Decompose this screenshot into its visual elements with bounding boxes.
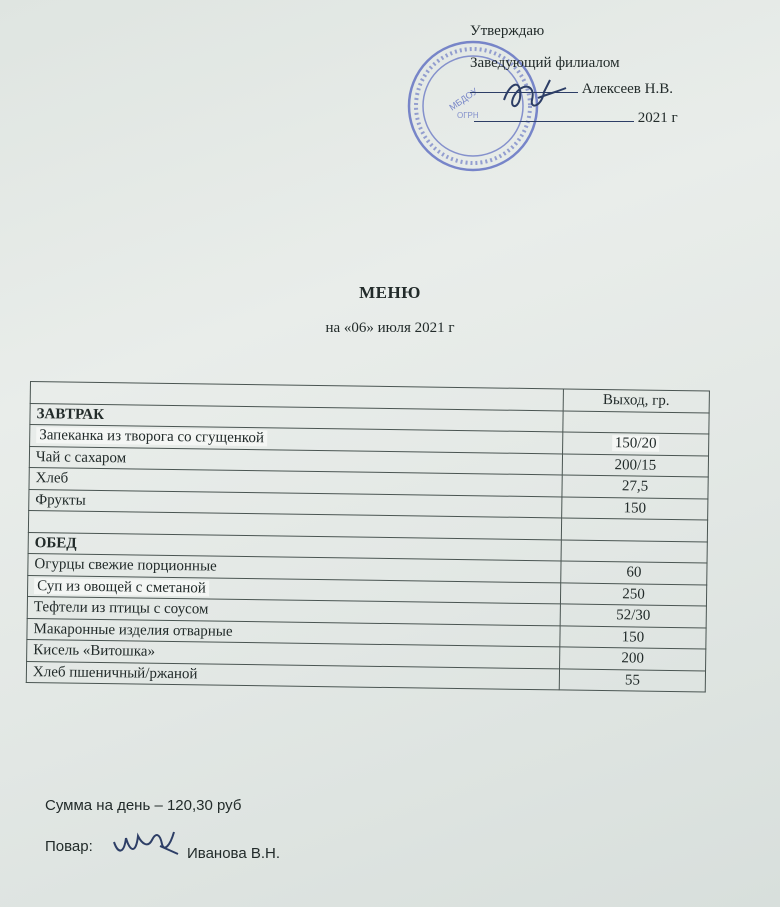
dish-yield: 250 (560, 582, 706, 606)
dish-yield: 52/30 (560, 604, 706, 628)
dish-yield: 200 (560, 647, 706, 671)
dish-yield: 150 (560, 625, 706, 649)
approval-block (0, 0, 780, 160)
dish-name: Кисель «Витошка» (27, 639, 560, 668)
approval-position: Заведующий филиалом (470, 55, 620, 71)
dish-yield: 60 (561, 561, 707, 585)
dish-name: Запеканка из творога со сгущенкой (36, 427, 267, 446)
cook-label: Повар: (45, 838, 93, 855)
dish-name: Суп из овощей с сметаной (34, 578, 209, 596)
section-title: ОБЕД (28, 532, 561, 561)
dish-yield: 27,5 (562, 475, 708, 499)
dish-name: Тефтели из птицы с соусом (27, 596, 560, 625)
approval-signature-line (470, 81, 673, 98)
dish-name: Фрукты (29, 489, 562, 518)
svg-text:ОГРН: ОГРН (457, 111, 479, 120)
dish-yield: 150/20 (612, 435, 660, 452)
cook-signature-icon (108, 824, 183, 864)
daily-sum: Сумма на день – 120,30 руб (45, 797, 242, 814)
dish-name: Макаронные изделия отварные (27, 618, 560, 647)
approval-year: 2021 г (637, 110, 678, 126)
approval-date-line (474, 110, 678, 127)
cook-name: Иванова В.Н. (187, 845, 281, 862)
dish-name: Чай с сахаром (29, 446, 562, 475)
dish-yield: 55 (559, 668, 705, 692)
dish-name: Хлеб (29, 467, 562, 496)
page-title: МЕНЮ (359, 283, 421, 302)
header-yield: Выход, гр. (563, 389, 709, 413)
menu-table (26, 381, 710, 692)
menu-date: на «06» июля 2021 г (325, 320, 455, 336)
section-title: ЗАВТРАК (30, 403, 563, 432)
stamp-text: МБДОУ (447, 85, 480, 113)
dish-name: Огурцы свежие порционные (28, 553, 561, 582)
approval-heading: Утверждаю (470, 23, 545, 39)
dish-name: Хлеб пшеничный/ржаной (26, 661, 559, 690)
dish-yield: 150 (562, 496, 708, 520)
dish-yield: 200/15 (562, 453, 708, 477)
approval-name: Алексеев Н.В. (581, 81, 673, 97)
